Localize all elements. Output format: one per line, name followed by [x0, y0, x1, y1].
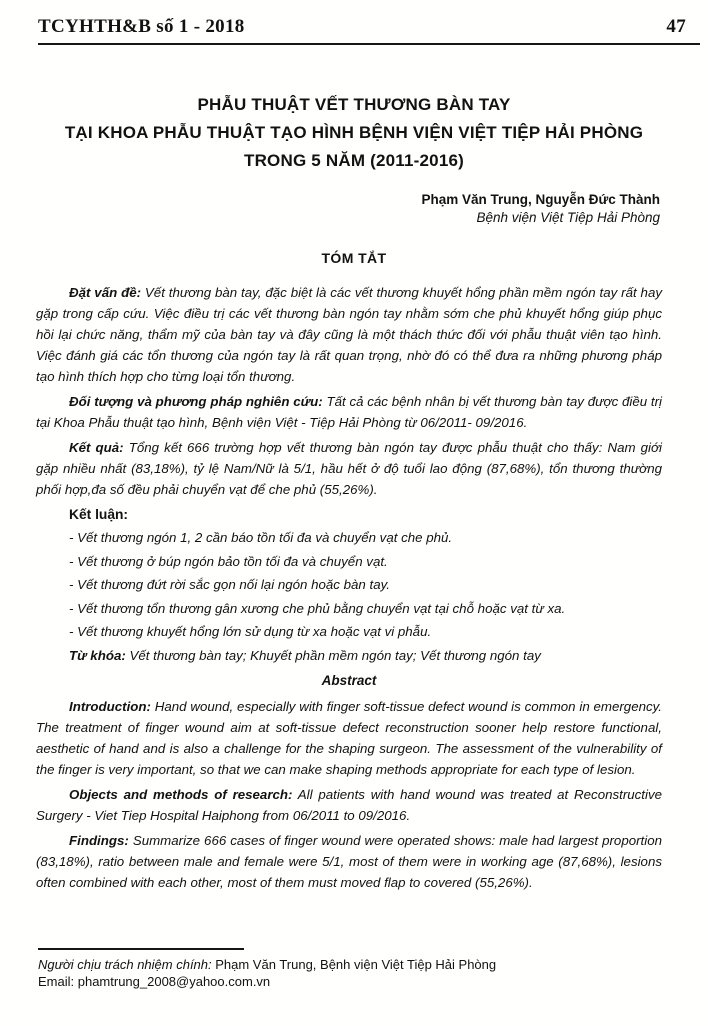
responsible-person-line — [38, 957, 660, 974]
paragraph-label: Introduction: — [69, 699, 151, 714]
author-names: Phạm Văn Trung, Nguyễn Đức Thành — [421, 192, 660, 207]
paragraph-introduction — [36, 696, 662, 780]
article-title-line-3: TRONG 5 NĂM (2011-2016) — [243, 151, 464, 170]
article-title — [18, 91, 690, 175]
keywords-line — [36, 644, 662, 668]
paragraph-label: Findings: — [69, 833, 129, 848]
email-line: Email: phamtrung_2008@yahoo.com.vn — [38, 973, 271, 989]
page-number: 47 — [666, 16, 686, 37]
paragraph-doi-tuong — [36, 391, 662, 433]
conclusion-item-4: - Vết thương tổn thương gân xương che phủ bằng chuyển vạt tại chỗ hoặc vạt từ xa. — [69, 600, 566, 616]
keywords-label: Từ khóa: — [69, 647, 126, 663]
article-title-line-1: PHẪU THUẬT VẾT THƯƠNG BÀN TAY — [197, 95, 511, 114]
journal-issue-label: TCYHTH&B số 1 - 2018 — [38, 16, 245, 37]
responsible-person-text: Phạm Văn Trung, Bệnh viện Việt Tiệp Hải Phòng — [211, 957, 497, 972]
conclusion-item-3: - Vết thương đứt rời sắc gọn nối lại ngón hoặc bàn tay. — [69, 577, 390, 592]
conclusion-item-1: - Vết thương ngón 1, 2 cần báo tồn tối đa và chuyển vạt che phủ. — [69, 530, 453, 545]
authors-block — [0, 191, 660, 226]
abstract-en-heading: Abstract — [321, 673, 377, 688]
paragraph-objects-methods — [36, 784, 662, 826]
page-header — [38, 16, 700, 45]
author-affiliation: Bệnh viện Việt Tiệp Hải Phòng — [476, 209, 660, 225]
paragraph-label: Đối tượng và phương pháp nghiên cứu: — [69, 394, 323, 409]
paragraph-text: All patients with hand wound was treated at Reconstructive Surgery - Viet Tiep Hospital Haiphong from 06/2011 to 09/2016. — [36, 787, 662, 823]
conclusion-item-2: - Vết thương ở búp ngón bảo tồn tối đa và chuyển vạt. — [69, 553, 388, 569]
paragraph-label: Kết quả: — [69, 440, 124, 455]
page-footer — [38, 948, 660, 990]
paragraph-text: Tổng kết 666 trường hợp vết thương bàn ngón tay được phẫu thuật cho thấy: Nam giới gặp nhiều nhất (83,18%), tỷ lệ Nam/Nữ là 5/1, hầu hết ở độ tuổi lao động (87,68%), tổn thương thường phối hợp,đa số đều phải chuyển vạt để che phủ (55,26%). — [36, 440, 662, 497]
article-body — [36, 282, 662, 893]
paragraph-ket-qua — [36, 437, 662, 500]
paragraph-text: Hand wound, especially with finger soft-tissue defect wound is common in emergency. The treatment of finger wound aim at soft-tissue defect reconstruction sooner help restore functional, aesthetic of hand and is also a challenge for the shaping surgeon. The assessment of the vulnerability of the finger is very important, so that we can make shaping methods appropriate for each type of lesion. — [36, 699, 662, 777]
paragraph-findings — [36, 830, 662, 893]
paragraph-label: Đặt vấn đề: — [69, 285, 142, 300]
paragraph-text: Summarize 666 cases of finger wound were operated shows: male had largest proportion (83,18%), ratio between male and female were 5/1, most of them were in working age (87,68%), lesions often combined with each other, most of them must moved flap to covered (55,26%). — [36, 833, 662, 890]
paragraph-dat-van-de — [36, 282, 662, 387]
footnote-rule — [38, 948, 244, 950]
conclusion-heading: Kết luận: — [69, 507, 129, 522]
article-title-line-2: TẠI KHOA PHẪU THUẬT TẠO HÌNH BỆNH VIỆN VIỆT TIỆP HẢI PHÒNG — [64, 123, 644, 142]
paragraph-text: Vết thương bàn tay, đặc biệt là các vết thương khuyết hổng phần mềm ngón tay rất hay gặp trong cấp cứu. Việc điều trị các vết thương bàn ngón tay nhằm sớm che phủ khuyết hổng giúp phục hồi lại chức năng, thẩm mỹ của bàn tay và đây cũng là một thách thức đối với phẫu thuật viên tạo hình. Việc đánh giá các tổn thương của ngón tay là rất quan trọng, nhờ đó có thể đưa ra những phương pháp tạo hình thích hợp cho từng loại tổn thương. — [36, 285, 662, 384]
paragraph-text: Tất cả các bệnh nhân bị vết thương bàn tay được điều trị tại Khoa Phẫu thuật tạo hình, Bệnh viện Việt - Tiệp Hải Phòng từ 06/2011- 09/2016. — [36, 394, 662, 430]
keywords-text: Vết thương bàn tay; Khuyết phần mềm ngón tay; Vết thương ngón tay — [125, 647, 541, 663]
conclusion-item-5: - Vết thương khuyết hổng lớn sử dụng từ xa hoặc vạt vi phẫu. — [69, 624, 432, 639]
abstract-vi-heading: TÓM TẮT — [321, 250, 387, 266]
responsible-person-label: Người chịu trách nhiệm chính: — [38, 957, 212, 972]
paragraph-label: Objects and methods of research: — [69, 787, 293, 802]
